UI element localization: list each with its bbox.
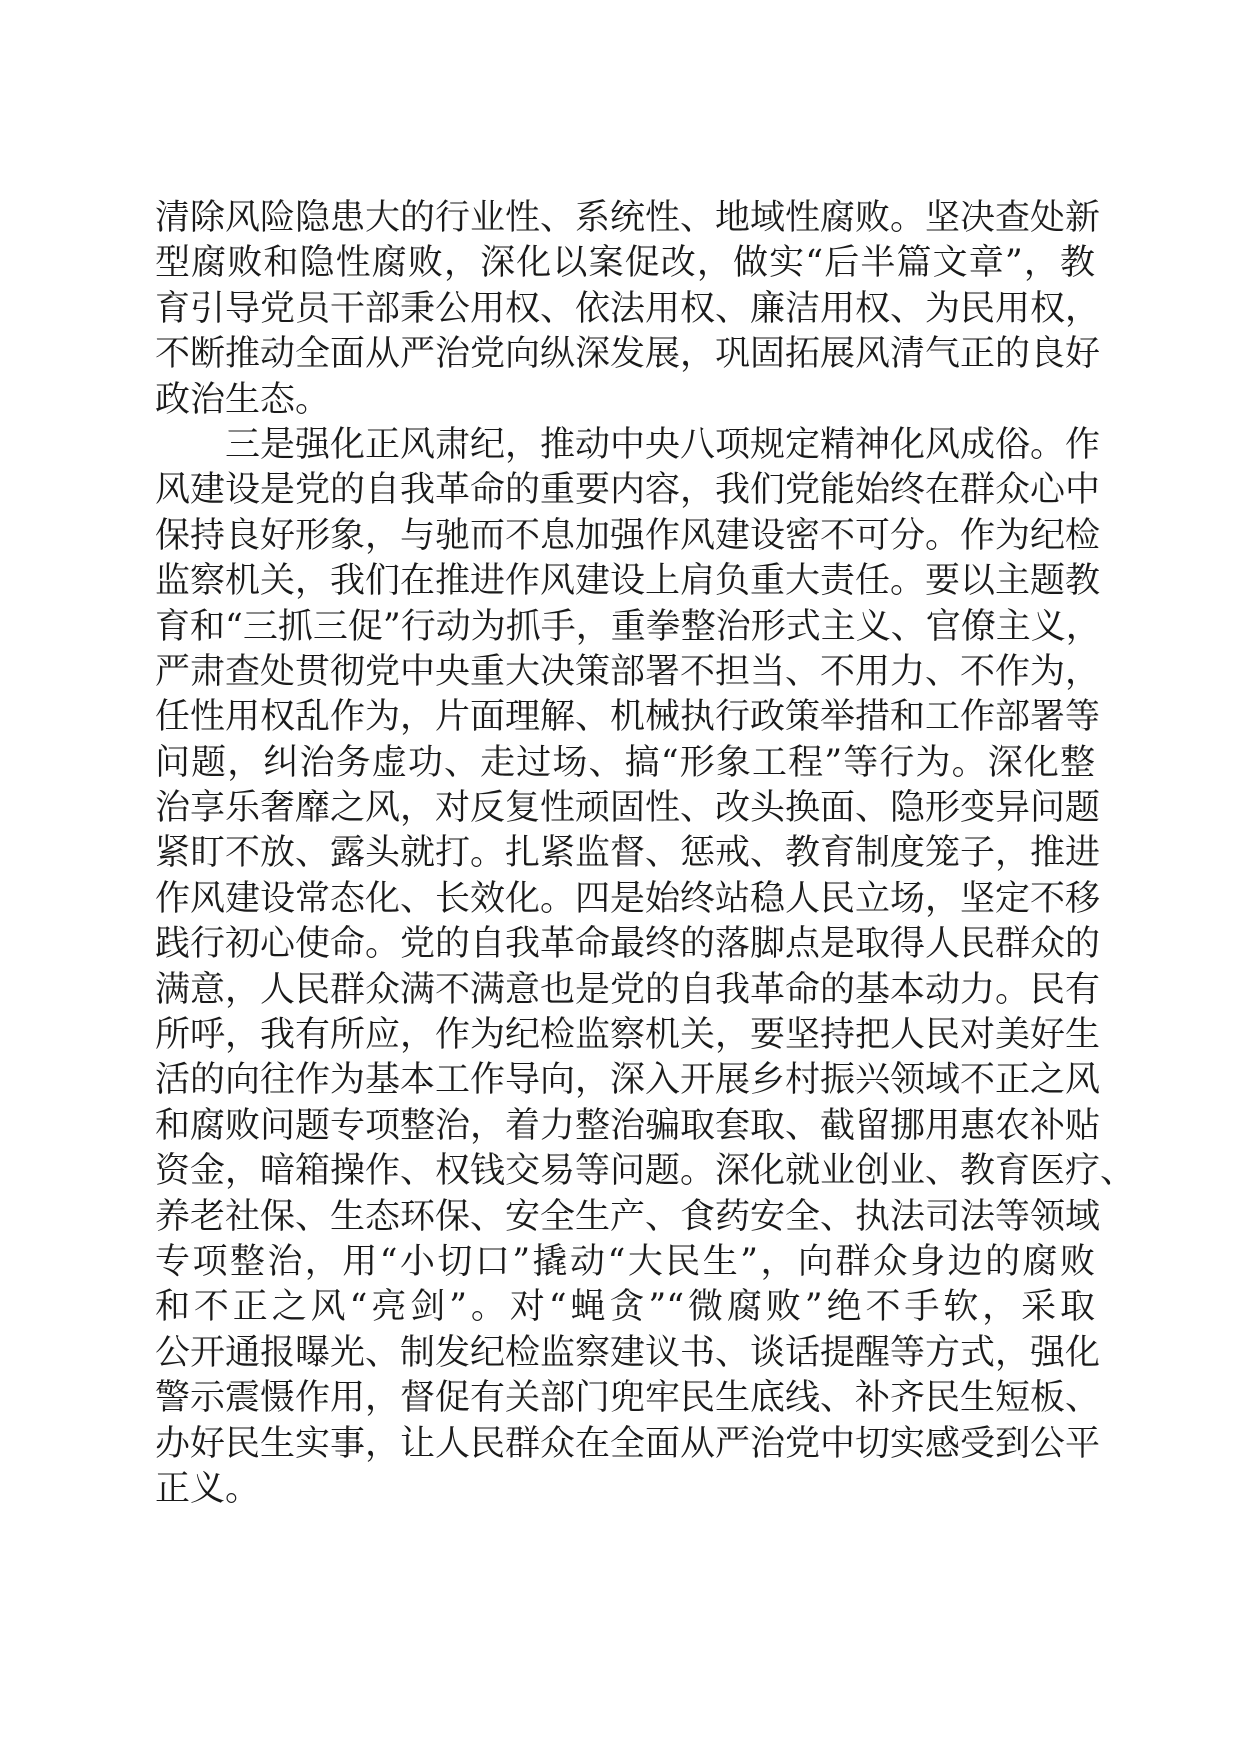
text-line: 清除风险隐患大的行业性、系统性、地域性腐败。坚决查处新	[155, 198, 1101, 238]
text-line: 活的向往作为基本工作导向，深入开展乡村振兴领域不正之风	[155, 1060, 1101, 1101]
text-line: 所呼，我有所应，作为纪检监察机关，要坚持把人民对美好生	[155, 1015, 1101, 1056]
text-line: 不断推动全面从严治党向纵深发展，巩固拓展风清气正的良好	[155, 334, 1101, 375]
text-line: 作风建设常态化、长效化。四是始终站稳人民立场，坚定不移	[155, 878, 1101, 919]
text-line: 和腐败问题专项整治，着力整治骗取套取、截留挪用惠农补贴	[155, 1105, 1101, 1146]
text-line: 育引导党员干部秉公用权、依法用权、廉洁用权、为民用权，	[155, 288, 1101, 329]
text-line: 资金，暗箱操作、权钱交易等问题。深化就业创业、教育医疗、	[155, 1151, 1136, 1192]
text-line: 保持良好形象，与驰而不息加强作风建设密不可分。作为纪检	[155, 515, 1101, 556]
text-line: 政治生态。	[155, 379, 331, 420]
text-line: 育和“三抓三促”行动为抓手，重拳整治形式主义、官僚主义，	[155, 606, 1101, 647]
text-line: 任性用权乱作为，片面理解、机械执行政策举措和工作部署等	[155, 697, 1101, 738]
text-line: 正义。	[155, 1468, 261, 1509]
text-line: 践行初心使命。党的自我革命最终的落脚点是取得人民群众的	[155, 924, 1101, 965]
text-line: 紧盯不放、露头就打。扎紧监督、惩戒、教育制度笼子，推进	[155, 833, 1101, 874]
text-line: 和不正之风“亮剑”。对“蝇贪”“微腐败”绝不手软，采取	[155, 1287, 1095, 1328]
text-line: 警示震慑作用，督促有关部门兜牢民生底线、补齐民生短板、	[155, 1378, 1101, 1419]
text-line: 公开通报曝光、制发纪检监察建议书、谈话提醒等方式，强化	[155, 1332, 1101, 1373]
text-line: 风建设是党的自我革命的重要内容，我们党能始终在群众心中	[155, 470, 1101, 511]
text-line: 治享乐奢靡之风，对反复性顽固性、改头换面、隐形变异问题	[155, 788, 1101, 829]
text-line: 专项整治，用“小切口”撬动“大民生”，向群众身边的腐败	[155, 1241, 1095, 1282]
text-line: 型腐败和隐性腐败，深化以案促改，做实“后半篇文章”，教	[155, 243, 1095, 284]
text-line: 严肃查处贯彻党中央重大决策部署不担当、不用力、不作为，	[155, 651, 1101, 692]
text-line: 监察机关，我们在推进作风建设上肩负重大责任。要以主题教	[155, 561, 1101, 602]
text-line: 三是强化正风肃纪，推动中央八项规定精神化风成俗。作	[155, 424, 1101, 465]
text-line: 满意，人民群众满不满意也是党的自我革命的基本动力。民有	[155, 969, 1101, 1010]
text-line: 问题，纠治务虚功、走过场、搞“形象工程”等行为。深化整	[155, 742, 1095, 783]
text-line: 养老社保、生态环保、安全生产、食药安全、执法司法等领域	[155, 1196, 1101, 1237]
text-line: 办好民生实事，让人民群众在全面从严治党中切实感受到公平	[155, 1423, 1101, 1464]
body-text	[155, 196, 1136, 1512]
